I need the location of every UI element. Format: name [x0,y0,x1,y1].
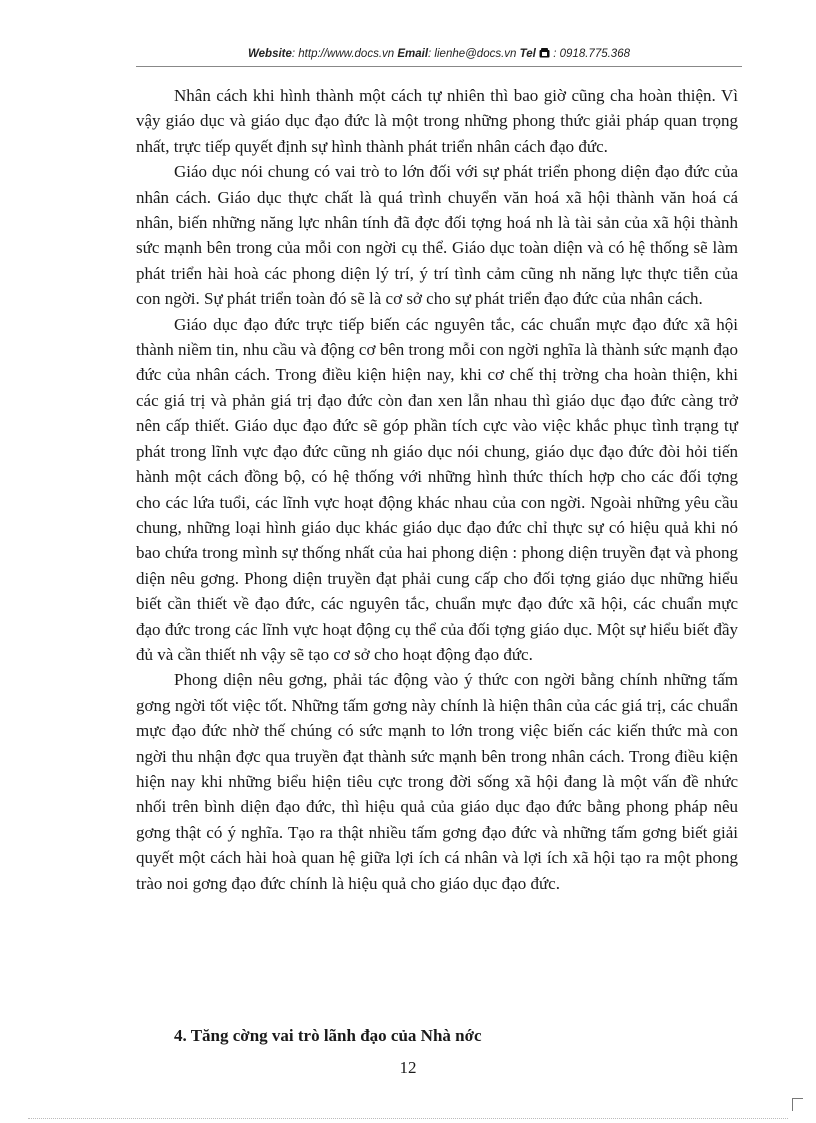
section-heading: 4. Tăng cờng vai trò lãnh đạo của Nhà nớc [174,1026,482,1045]
paragraph: Giáo dục đạo đức trực tiếp biến các nguyên tắc, các chuẩn mực đạo đức xã hội thành niềm tin, nhu cầu và động cơ bên trong mỗi con ngời nghĩa là thành sức mạnh đạo đức của nhân cách. Trong điều kiện hiện nay, khi cơ chế thị trờng cha hoàn thiện, khi các giá trị và phản giá trị đạo đức còn đan xen lẫn nhau thì giáo dục đạo đức càng trở nên cấp thiết. Giáo dục đạo đức sẽ góp phần tích cực vào việc khắc phục tình trạng tự phát trong lĩnh vực đạo đức cũng nh giáo dục nói chung, giáo dục đạo đức đòi hỏi tiến hành một cách đồng bộ, có hệ thống với những hình thức thích hợp cho các đối tợng cho các lứa tuổi, các lĩnh vực hoạt động khác nhau của con ngời. Ngoài những yêu cầu chung, những loại hình giáo dục khác giáo dục đạo đức chỉ thực sự có hiệu quả khi nó bao chứa trong mình sự thống nhất của hai phong diện : phong diện truyền đạt và phong diện nêu gơng. Phong diện truyền đạt phải cung cấp cho đối tợng giáo dục những hiểu biết cần thiết về đạo đức, các nguyên tắc, chuẩn mực đạo đức xã hội, các chuẩn mực đạo đức trong các lĩnh vực hoạt động cụ thể của đối tợng giáo dục. Một sự hiểu biết đầy đủ và cần thiết nh vậy sẽ tạo cơ sở cho hoạt động đạo đức. [136,314,738,664]
paragraph: Phong diện nêu gơng, phải tác động vào ý thức con ngời bằng chính những tấm gơng ngời tốt việc tốt. Những tấm gơng này chính là hiện thân của các giá trị, các chuẩn mực đạo đức nhờ thế chúng có sức mạnh to lớn trong việc biến các kiến thức mà con ngời thu nhận đợc qua truyền đạt thành sức mạnh bên trong nhân cách. Trong điều kiện hiện nay khi những biểu hiện tiêu cực trong đời sống xã hội đang là một vấn đề nhức nhối trên bình diện đạo đức, thì hiệu quả của giáo dục đạo đức bằng phong pháp nêu gơng thật có ý nghĩa. Tạo ra thật nhiều tấm gơng đạo đức và những tấm gơng biết giải quyết một cách hài hoà quan hệ giữa lợi ích cá nhân và lợi ích xã hội tạo ra một phong trào noi gơng đạo đức chính là hiệu quả cho giáo dục đạo đức. [136,670,738,893]
email-value: : lienhe@docs.vn [428,48,517,60]
paragraph: Giáo dục nói chung có vai trò to lớn đối với sự phát triển phong diện đạo đức của nhân cách. Giáo dục thực chất là quá trình chuyển văn hoá xã hội thành văn hoá cá nhân, biến những năng lực nhân tính đã đợc đối tợng hoá nh là tài sản của xã hội thành sức mạnh bên trong của mỗi con ngời cụ thể. Giáo dục toàn diện và có hệ thống sẽ làm phát triển hài hoà các phong diện lý trí, ý trí tình cảm cũng nh năng lực thực tiễn của con ngời. Sự phát triển toàn đó sẽ là cơ sở cho sự phát triển đạo đức của nhân cách. [136,162,738,309]
website-label: Website [248,48,292,60]
tel-value: : 0918.775.368 [553,48,630,60]
phone-icon [539,48,553,60]
page-number: 12 [399,1058,417,1077]
page-header [136,48,742,60]
tel-label: Tel [519,48,536,60]
website-value: : http://www.docs.vn [291,48,395,60]
email-label: Email [397,48,429,60]
corner-mark [792,1098,803,1111]
paragraph: Nhân cách khi hình thành một cách tự nhiên thì bao giờ cũng cha hoàn thiện. Vì vậy giáo dục và giáo dục đạo đức là một trong những phong thức giải pháp quan trọng nhất, trực tiếp quyết định sự hình thành phát triển nhân cách đạo đức. [136,86,738,156]
bottom-dotted-line [28,1118,788,1119]
header-divider [136,66,742,67]
body-text [136,83,738,896]
